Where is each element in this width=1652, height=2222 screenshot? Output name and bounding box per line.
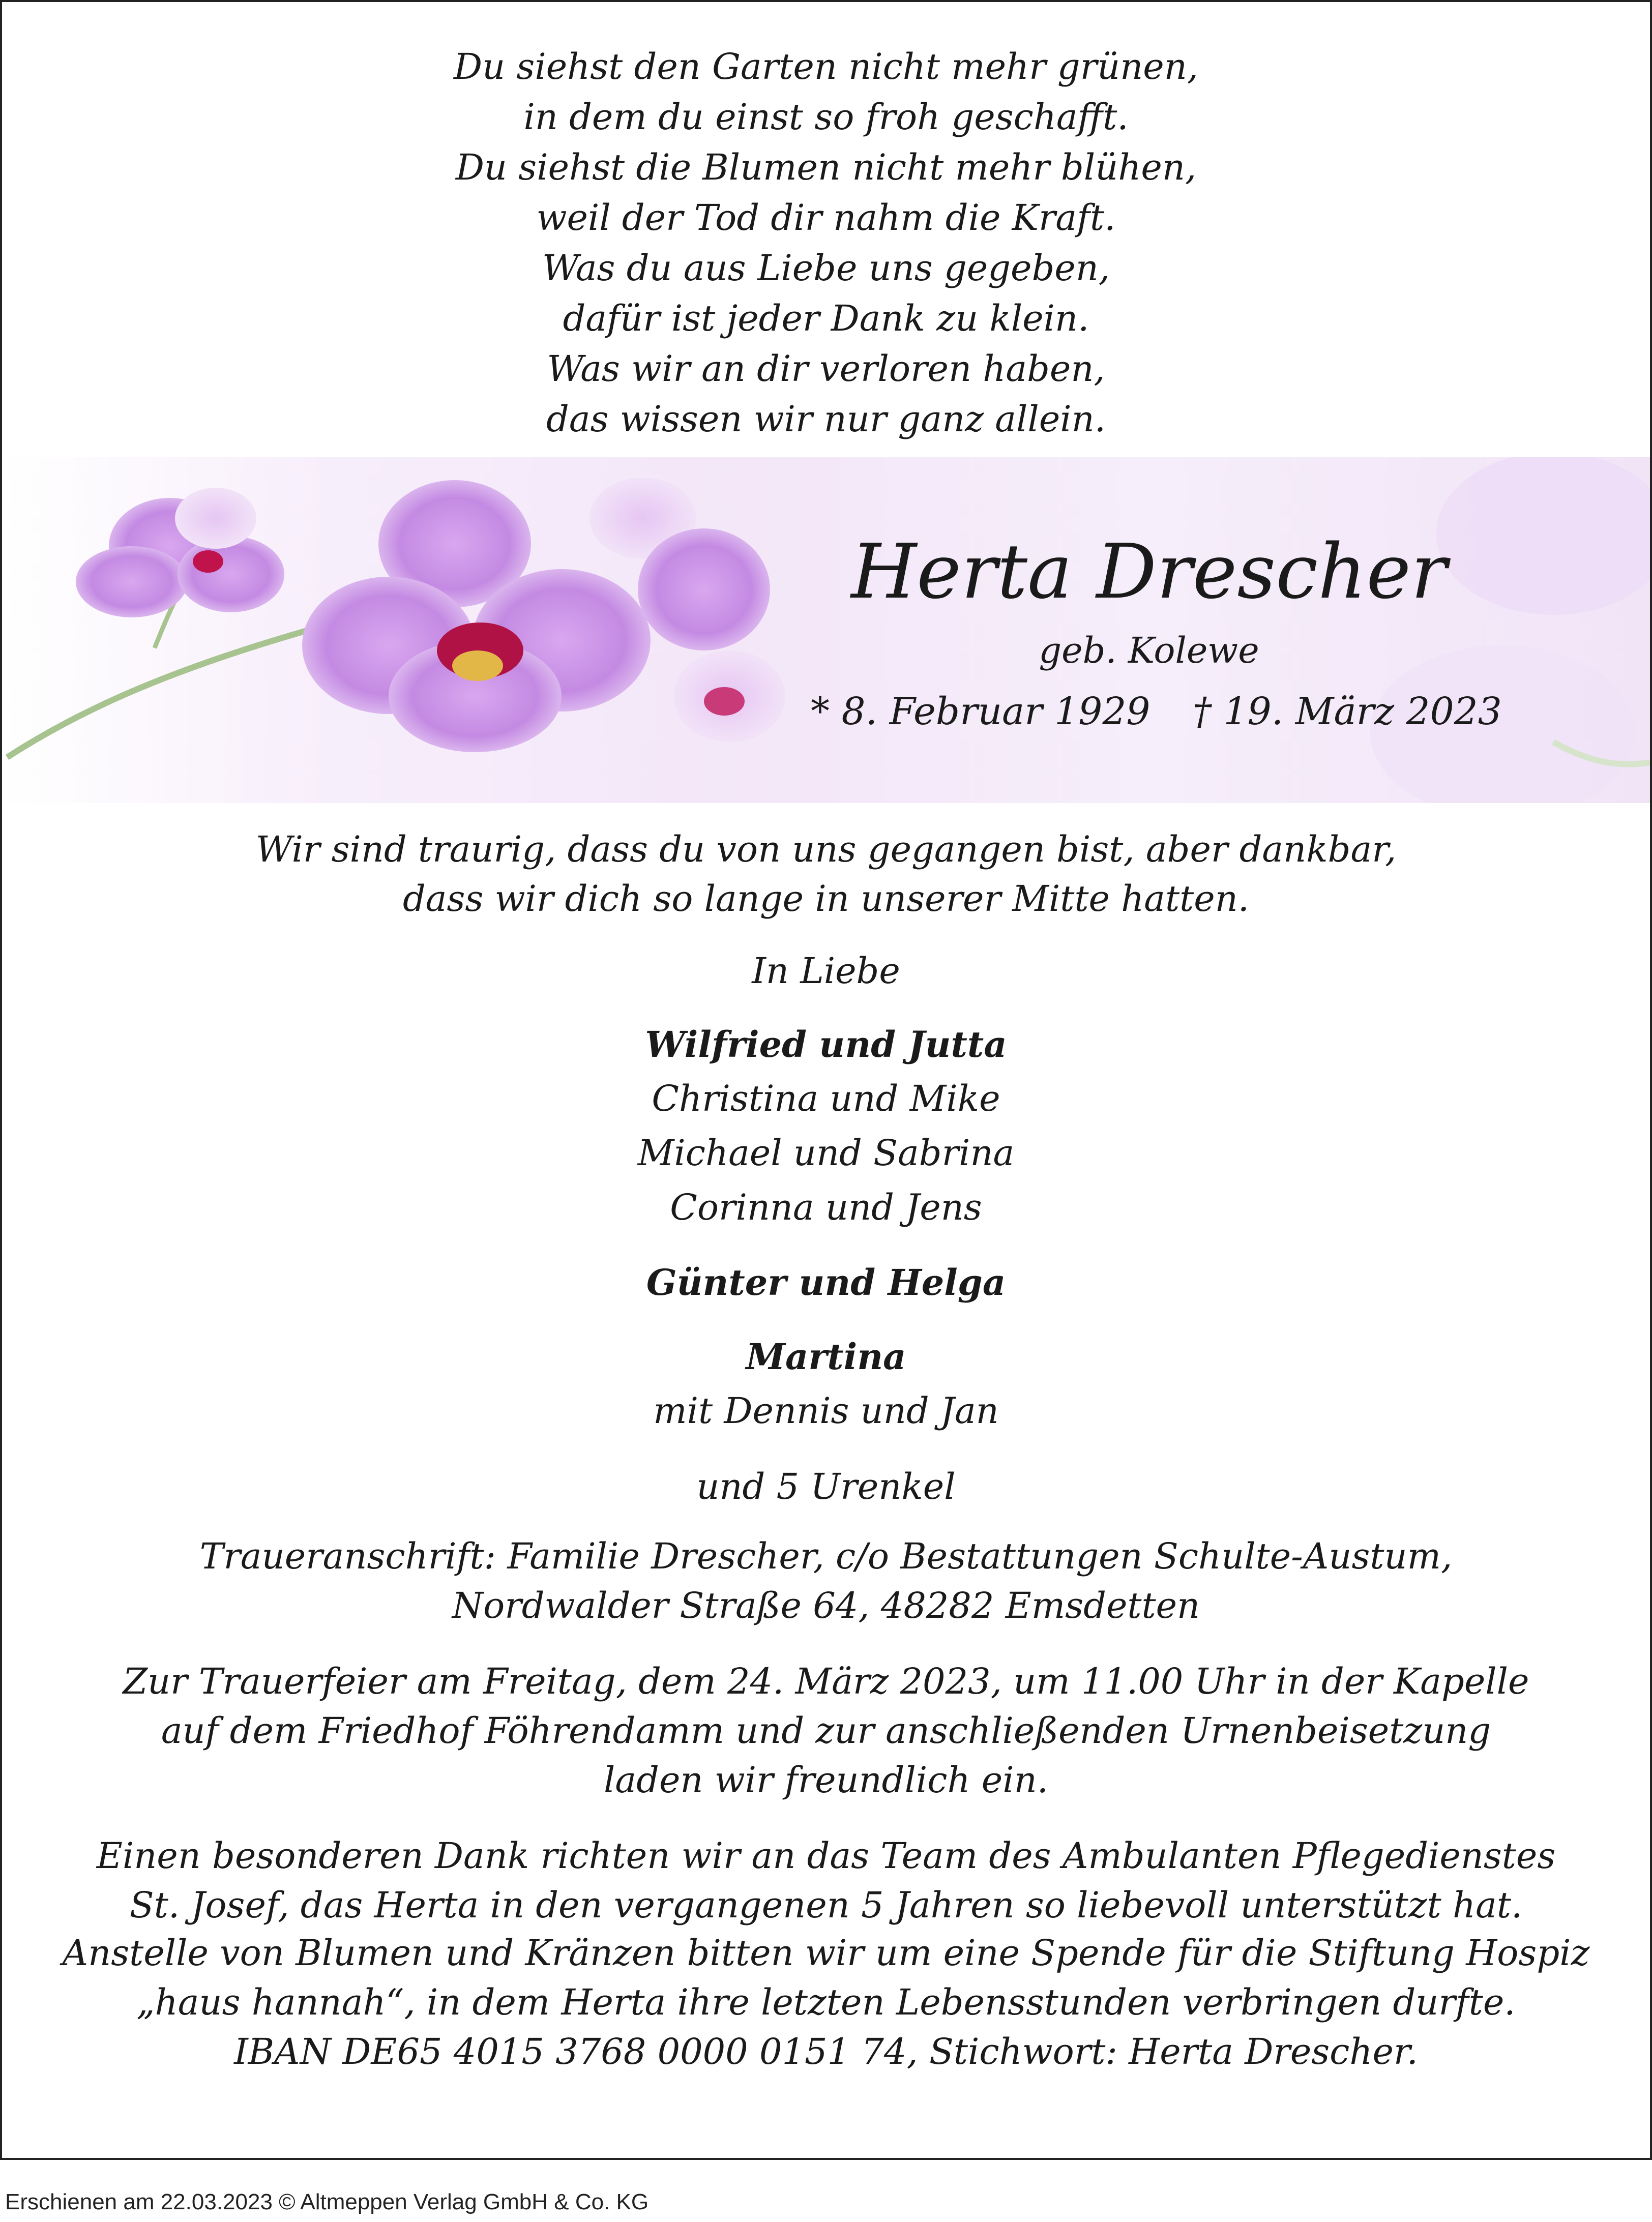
ceremony-line: auf dem Friedhof Föhrendamm und zur anschließenden Urnenbeisetzung (161, 1710, 1491, 1752)
poem-line: weil der Tod dir nahm die Kraft. (536, 197, 1116, 239)
poem-line: das wissen wir nur ganz allein. (546, 398, 1106, 440)
orchid-flower-left (76, 488, 284, 617)
poem-line: dafür ist jeder Dank zu klein. (563, 298, 1089, 339)
farewell-line: dass wir dich so lange in unserer Mitte hatten. (402, 878, 1250, 920)
address-line: Nordwalder Straße 64, 48282 Emsdetten (452, 1585, 1200, 1626)
birth-date: * 8. Februar 1929 (811, 690, 1150, 733)
family-head: Günter und Helga (646, 1261, 1006, 1303)
address-line: Traueranschrift: Familie Drescher, c/o Bestattungen Schulte-Austum, (199, 1535, 1453, 1577)
poem-line: Du siehst den Garten nicht mehr grünen, (453, 46, 1199, 87)
family-group-3 (2, 1329, 1650, 1438)
publication-footer: Erschienen am 22.03.2023 © Altmeppen Verlag GmbH & Co. KG (5, 2189, 649, 2214)
farewell-text (2, 825, 1650, 924)
great-grandchildren: und 5 Urenkel (696, 1466, 956, 1507)
death-date: † 19. März 2023 (1193, 690, 1502, 733)
memorial-poem (2, 42, 1650, 445)
poem-line: in dem du einst so froh geschafft. (523, 96, 1129, 138)
thanks-line: Einen besonderen Dank richten wir an das Team des Ambulanten Pflegedienstes (96, 1835, 1556, 1877)
mourning-address (2, 1532, 1650, 1631)
donation-line: „haus hannah“, in dem Herta ihre letzten Lebensstunden verbringen durfte. (136, 1981, 1516, 2023)
family-member: mit Dennis und Jan (653, 1390, 999, 1432)
thanks-line: St. Josef, das Herta in den vergangenen 5 Jahren so liebevoll unterstützt hat. (129, 1884, 1523, 1926)
poem-line: Du siehst die Blumen nicht mehr blühen, (455, 146, 1197, 188)
poem-line: Was wir an dir verloren haben, (547, 348, 1105, 390)
ceremony-line: Zur Trauerfeier am Freitag, dem 24. März 2023, um 11.00 Uhr in der Kapelle (123, 1661, 1529, 1702)
poem-line: Was du aus Liebe uns gegeben, (542, 247, 1110, 289)
donation-line: Anstelle von Blumen und Kränzen bitten wir um eine Spende für die Stiftung Hospiz (62, 1932, 1590, 1974)
ceremony-text (2, 1657, 1650, 1805)
family-member: Michael und Sabrina (637, 1132, 1015, 1174)
birth-name: geb. Kolewe (1039, 630, 1259, 671)
farewell-line: Wir sind traurig, dass du von uns gegangen bist, aber dankbar, (255, 828, 1397, 870)
deceased-name: Herta Drescher (851, 528, 1447, 615)
life-dates (795, 689, 1502, 734)
family-head: Wilfried und Jutta (645, 1023, 1007, 1065)
family-head: Martina (746, 1336, 906, 1378)
thanks-text (2, 1831, 1650, 1930)
family-member: Corinna und Jens (670, 1187, 982, 1228)
family-member: Christina und Mike (652, 1078, 1000, 1119)
ceremony-line: laden wir freundlich ein. (604, 1759, 1048, 1801)
in-love-label: In Liebe (752, 950, 900, 992)
donation-text (2, 1929, 1650, 2077)
family-group-2 (2, 1255, 1650, 1310)
family-group-1 (2, 1017, 1650, 1235)
donation-line: IBAN DE65 4015 3768 0000 0151 74, Stichwort: Herta Drescher. (234, 2031, 1418, 2072)
